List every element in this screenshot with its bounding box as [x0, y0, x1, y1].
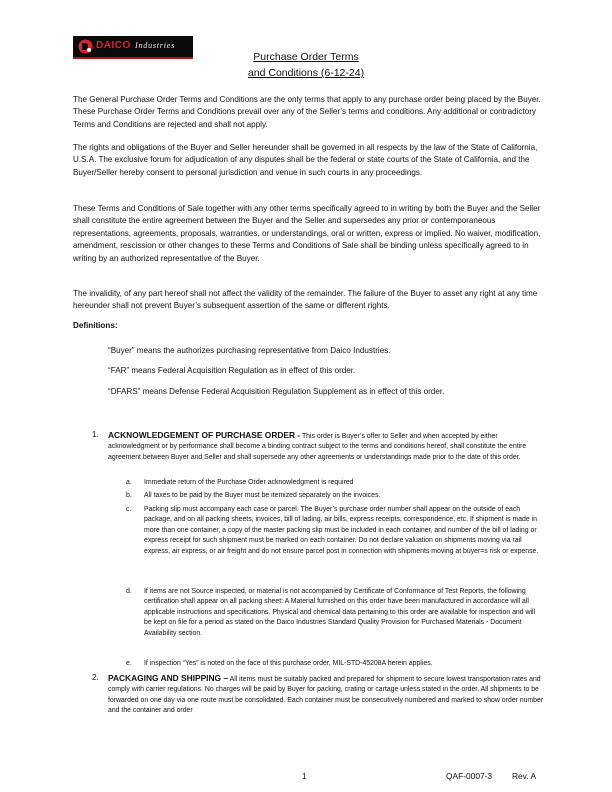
list-item [126, 587, 544, 639]
revision-label: Rev. A [512, 771, 537, 781]
document-code: QAF-0007-3 [446, 771, 493, 781]
list-item [126, 491, 544, 501]
definitions-heading: Definitions: [73, 321, 118, 330]
document-title-line1: Purchase Order Terms [253, 51, 359, 63]
list-item [126, 478, 544, 488]
list-item-marker: b. [126, 492, 132, 499]
list-item-marker: a. [126, 479, 132, 486]
list-item-text: Packing slip must accompany each case or parcel. The Buyer’s purchase order number shall appear on the outside of each package, and on all packing sheets, invoices, bill of lading, air bills, express receipts, correspondence, etc. If shipment is made in more than one container, a copy of the master packing slip must be included in each container, and number of the bill of lading or express receipt for such shipment must be marked on each container. Do not declare valuation on shipments moving via rail express, air express, or air freight and do not ensure parcel post in connection with shipments moving at buyer=s risk or expense. [144, 506, 539, 555]
logo-subtitle: Industries [135, 41, 175, 50]
document-title-line2: and Conditions (6-12-24) [247, 67, 365, 79]
definition-dfars: “DFARS” means Defense Federal Acquisition Regulation Supplement as in effect of this order. [108, 387, 445, 396]
section-number: 1. [92, 430, 99, 439]
list-item-marker: c. [126, 506, 132, 513]
section-2 [92, 673, 548, 717]
list-item-text: If items are not Source inspected, or material is not accompanied by Certificate of Conformance of Test Reports, the following certification shall appear on all packing sheet: A Material furnished on this order have been manufactured in accordance will all applicable instructions and specifications. Physical and chemical data pertaining to this order are available for inspection and will be kept on file for a period as stated on the Daico Industries Standard Quality Provision for Purchased Materials - Document Availability section. [144, 588, 536, 637]
list-item [126, 659, 544, 669]
section-title: ACKNOWLEDGEMENT OF PURCHASE ORDER - [108, 430, 301, 440]
intro-paragraph-2: The rights and obligations of the Buyer and Seller hereunder shall be governed in all respects by the law of the State of California, U.S.A. The exclusive forum for adjudication of any disputes shall be the federal or state courts of the State of California, and the Buyer/Seller hereby consent to personal jurisdiction and venue in such courts in any proceedings. [73, 143, 538, 177]
section-body: This order is Buyer’s offer to Seller and when accepted by either acknowledgment or by performance shall become a binding contract subject to the terms and conditions hereof, shall constitute the entire agreement between Buyer and Seller and shall supersede any other agreements or understandings made prior to the date of this order. [108, 433, 527, 461]
section-title: PACKAGING AND SHIPPING – [108, 673, 229, 683]
section-number: 2. [92, 673, 99, 682]
list-item-text: All taxes to be paid by the Buyer must be itemized separately on the invoices. [144, 492, 381, 499]
logo-brand: DAICO [96, 40, 131, 51]
section-1 [92, 430, 548, 463]
list-item-text: If inspection “Yes” is noted on the face of this purchase order, MIL-STD-45208A herein applies. [144, 660, 433, 667]
list-item [126, 505, 544, 557]
page-number: 1 [302, 771, 307, 781]
list-item-marker: e. [126, 660, 132, 667]
list-item-text: Immediate return of the Purchase Order acknowledgment is required [144, 479, 354, 486]
intro-paragraph-4: The invalidity, of any part hereof shall not affect the validity of the remainder. The failure of the Buyer to asset any right at any time hereunder shall not prevent Buyer’s subsequent assertion of the same or different rights. [73, 289, 538, 311]
list-item-marker: d. [126, 588, 132, 595]
definition-buyer: “Buyer” means the authorizes purchasing representative from Daico Industries. [108, 346, 391, 355]
definition-far: “FAR” means Federal Acquisition Regulation as in effect of this order. [108, 366, 356, 375]
section-body: All items must be suitably packed and prepared for shipment to secure lowest transportation rates and comply with carrier regulations. No charges will be paid by Buyer for packing, crating or cartage unless stated in the order. All shipments to be forwarded on one day via one route must be consolidated. Each container must be consecutively numbered and marked to show order number and the container and order [108, 676, 544, 715]
intro-paragraph-3: These Terms and Conditions of Sale together with any other terms specifically agreed to in writing by both the Buyer and the Seller shall constitute the entire agreement between the Buyer and the Seller and supersedes any prior or contemporaneous representations, agreements, proposals, warranties, or understandings, oral or written, express or implied. No waiver, modification, amendment, rescission or other changes to these Terms and Conditions of Sale shall be binding unless specifically agreed to in writing by an authorized representative of the Buyer. [73, 204, 541, 263]
intro-paragraph-1: The General Purchase Order Terms and Conditions are the only terms that apply to any purchase order being placed by the Buyer. These Purchase Order Terms and Conditions prevail over any of the Seller’s terms and conditions. Any additional or contradictory Terms and Conditions are rejected and shall not apply. [73, 95, 541, 129]
